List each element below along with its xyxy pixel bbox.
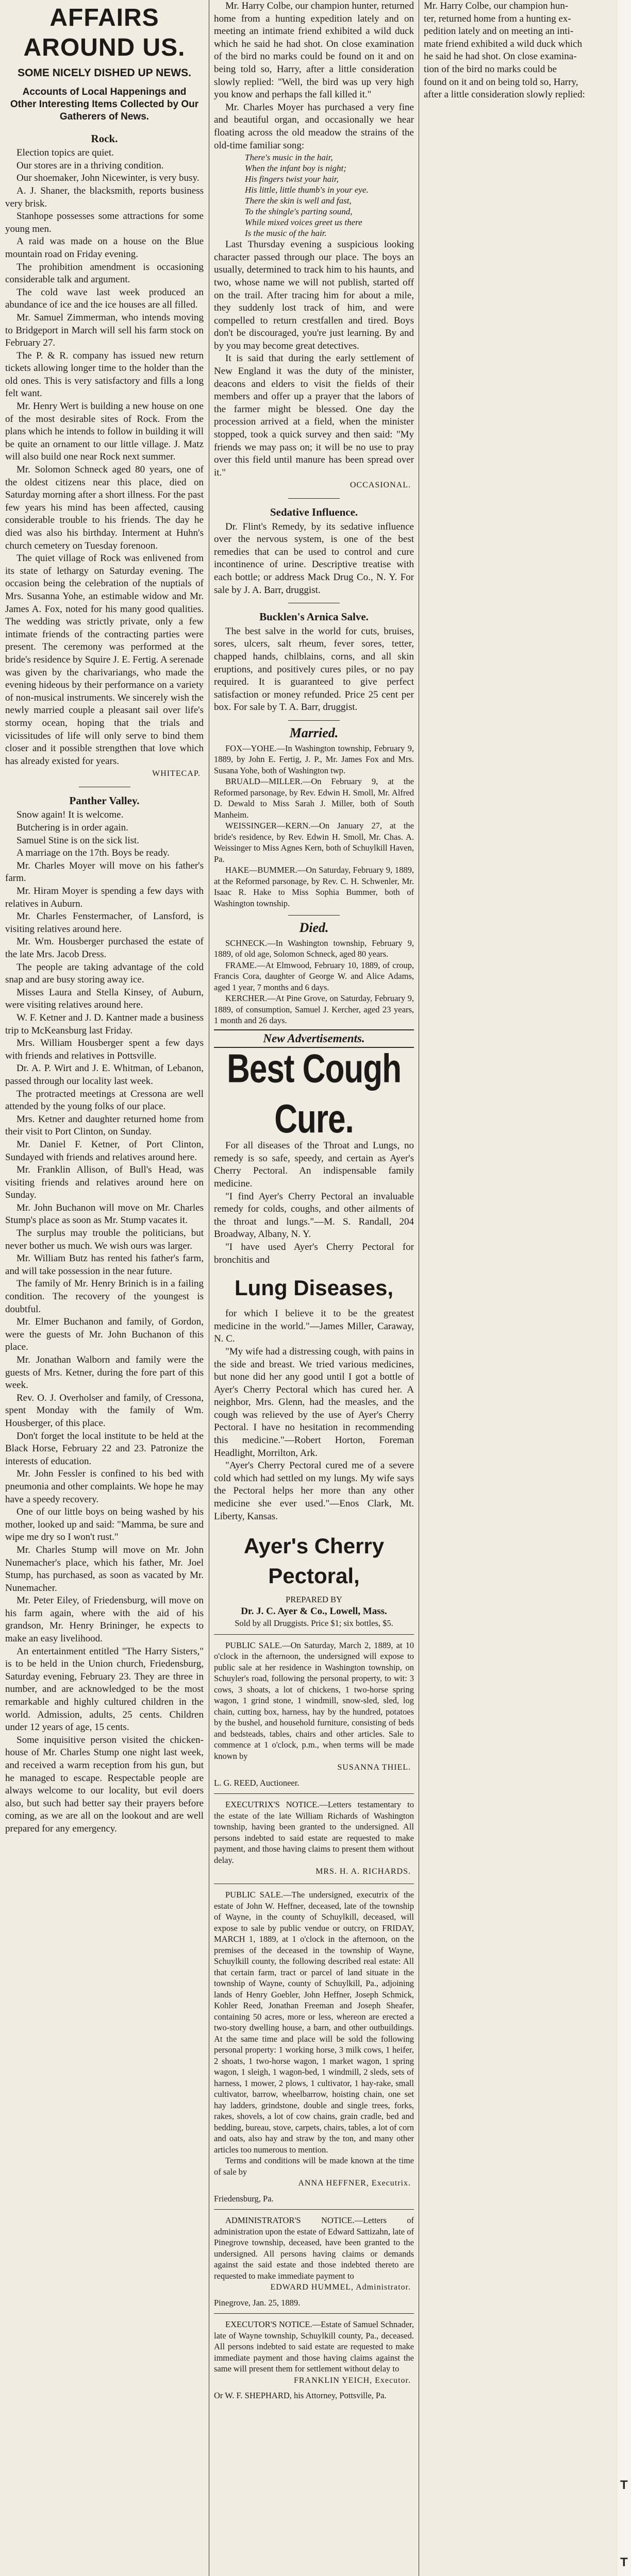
- administrator-notice: ADMINISTRATOR'S NOTICE.—Letters of administration upon the estate of Edward Sattizahn, late of Pinegrove township, deceased, have been granted to the undersigned. All persons having claims or demands against the said estate and those indebted thereto are requested to make immediate payment to: [214, 2215, 414, 2281]
- panther-valley-paragraph: Mr. Hiram Moyer is spending a few days with relatives in Auburn.: [5, 886, 204, 909]
- verse-line: Is the music of the hair.: [245, 228, 327, 239]
- signature: MRS. H. A. RICHARDS.: [315, 1867, 411, 1876]
- rock-paragraph: Stanhope possesses some attractions for some young men.: [5, 211, 204, 234]
- rock-paragraph: Mr. Samuel Zimmerman, who intends moving to Bridgeport in March will sell his farm stock on February 27.: [5, 312, 204, 349]
- panther-valley-paragraphs: [5, 809, 204, 1835]
- signature: OCCASIONAL.: [350, 481, 411, 490]
- column-2-top-paragraphs: [214, 0, 414, 152]
- rock-paragraph: Our stores are in a thriving condition.: [16, 160, 164, 171]
- panther-valley-paragraph: An entertainment entitled "The Harry Sisters," is to be held in the Union church, Friedensburg, Saturday evening, February 23. They are three in number, and are acknowledged to be the most remarkable and highly cultured children in the world. Admission, adults, 25 cents. Children under 12 years of age, 15 cents.: [5, 1646, 204, 1733]
- panther-valley-paragraph: Mr. John Fessler is confined to his bed with pneumonia and other complaints. We hope he may have a speedy recovery.: [5, 1468, 204, 1505]
- panther-valley-paragraph: The protracted meetings at Cressona are well attended by the young folks of our place.: [5, 1088, 204, 1112]
- line: he said he had shot. On close examina-: [424, 51, 577, 62]
- died-notice: SCHNECK.—In Washington township, February 9, 1889, of old age, Solomon Schneck, aged 80 years.: [214, 938, 414, 959]
- arnica-text: The best salve in the world for cuts, bruises, sores, ulcers, salt rheum, fever sores, tetter, chapped hands, chilblains, corns, and all skin eruptions, and positively cures piles, or no pay required. It is guaranteed to give perfect satisfaction or money refunded. Price 25 cent per box. For sale by T. A. Barr, druggist.: [214, 625, 414, 713]
- ayers-sold: Sold by all Druggists. Price $1; six bottles, $5.: [235, 1618, 393, 1629]
- column-2-mid-paragraphs: [214, 239, 414, 479]
- verse: [214, 152, 414, 239]
- ad-paragraph: "Ayer's Cherry Pectoral cured me of a severe cold which had settled on my lungs. My wife says the Pectoral helps her more than any other medicine she ever used."—Enos Clark, Mt. Liberty, Kansas.: [214, 1460, 414, 1522]
- paragraph: It is said that during the early settlement of New England it was the duty of the minister, deacons and elders to visit the fields of their members and offer up a prayer that the labors of the farmer might be blessed. One day the procession arrived at a field, when the minister stopped, took a quick survey and then said: "My friends we may pass on; it will be no use to pray over this field until manure has been spread over it.": [214, 353, 414, 478]
- rock-paragraph: Mr. Henry Wert is building a new house on one of the most desirable sites of Rock. From the plans which he intends to follow in building it will be quite an ornament to our little village. J. Matz will also build one near Rock next summer.: [5, 401, 204, 463]
- panther-valley-paragraph: Mr. Wm. Housberger purchased the estate of the late Mrs. Jacob Dress.: [5, 936, 204, 960]
- section-title-rock: Rock.: [91, 132, 118, 145]
- signature: EDWARD HUMMEL, Administrator.: [270, 2283, 411, 2292]
- line: tion of the bird no marks could be: [424, 63, 557, 75]
- public-sale-notice-2: PUBLIC SALE.—The undersigned, executrix of the estate of John W. Heffner, deceased, late of the township of Wayne, in the county of Schuylkill, deceased, will expose to sale by public vendue or outcry, on FRIDAY, MARCH 1, 1889, at 1 o'clock in the afternoon, on the premises of the deceased in the township of Wayne, Schuylkill county, the following described real estate: All that certain farm, tract or parcel of land situate in the township of Wayne, county of Schuylkill, Pa., adjoining lands of Henry Goebler, John Heffner, Joseph Schmick, Kohler Reed, Jonathan Freeman and Joseph Sheafer, containing 50 acres, more or less, whereon are erected a two-story dwelling house, a barn, and other outbuildings. At the same time and place will be sold the following personal property: 1 working horse, 3 milk cows, 1 heifer, 2 shoats, 1 two-horse wagon, 1 market wagon, 1 spring wagon, 1 sleigh, 1 wagon-bed, 1 windmill, 2 sleds, sets of harness, 1 mower, 2 plows, 1 cultivator, 1 hay-rake, small cultivator, barrow, wheelbarrow, hoisting chain, one set hay ladders, grindstone, double and single trees, forks, rakes, shovels, a lot of cow chains, grain cradle, bed and bedding, bureau, stove, carpets, chairs, tables, a lot of corn and oats, also hay and straw by the ton, and many other articles too numerous to mention.: [214, 1890, 414, 2155]
- line: mate friend exhibited a wild duck which: [424, 38, 583, 49]
- panther-valley-paragraph: Don't forget the local institute to be held at the Black Horse, February 22 and 23. Patronize the interests of education.: [5, 1430, 204, 1467]
- ad-paragraph: "I have used Ayer's Cherry Pectoral for bronchitis and: [214, 1241, 414, 1265]
- panther-valley-paragraph: Mr. Charles Fenstermacher, of Lansford, is visiting relatives around here.: [5, 911, 204, 935]
- section-title-died: Died.: [299, 920, 329, 935]
- signature: FRANKLIN YEICH, Executor.: [293, 2376, 411, 2385]
- page-edge: [618, 0, 631, 2576]
- verse-line: There's music in the hair,: [245, 152, 333, 163]
- rock-paragraph: Election topics are quiet.: [16, 147, 114, 159]
- ayers-pectoral-headline: Ayer's Cherry Pectoral,: [243, 1534, 385, 1588]
- verse-line: His little, little thumb's in your eye.: [245, 185, 369, 195]
- rock-paragraph: The quiet village of Rock was enlivened from its state of lethargy on Saturday evening. The occasion being the celebration of the nuptials of Mrs. Susanna Yohe, an estimable widow and Mr. James A. Fox, noted for his many good qualities. The wedding was strictly private, only a few intimate friends of the contracting parties were present. The ceremony was performed at the bride's residence by Squire J. E. Fertig. A serenade was given by the charivariangs, who made the evening hideous by their performance on a variety of non-musical instruments. We sincerely wish the newly married couple a pleasant sail over life's stormy ocean, hoping that the trials and vicissitudes of life will only serve to bind them closer and it possible strengthen that love which has already existed for years.: [5, 553, 204, 767]
- signature: SUSANNA THIEL.: [337, 1763, 411, 1772]
- panther-valley-paragraph: W. F. Ketner and J. D. Kantner made a business trip to McKeansburg last Friday.: [5, 1012, 204, 1036]
- lung-diseases-text: [214, 1308, 414, 1523]
- married-notice: WEISSINGER—KERN.—On January 27, at the bride's residence, by Rev. Edwin H. Smoll, Mr. Chas. A. Weissinger to Miss Agnes Kern, both of Schuylkill Haven, Pa.: [214, 821, 414, 864]
- died-notices: [214, 938, 414, 1026]
- panther-valley-paragraph: Snow again! It is welcome.: [16, 809, 124, 821]
- sedative-text: Dr. Flint's Remedy, by its sedative influence over the nervous system, is one of the best remedies that can be used to control and cure incontinence of urine. Descriptive treatise with each bottle; or address Mack Drug Co., N. Y. For sale by J. A. Barr, druggist.: [214, 521, 414, 596]
- panther-valley-paragraph: A marriage on the 17th. Boys be ready.: [16, 848, 170, 859]
- panther-valley-paragraph: Mr. Jonathan Walborn and family were the guests of Mrs. Ketner, during the fore part of this week.: [5, 1354, 204, 1391]
- verse-line: When the infant boy is night;: [245, 163, 346, 174]
- section-title-panther-valley: Panther Valley.: [69, 794, 140, 807]
- divider: [214, 2209, 414, 2210]
- ad-paragraph: For all diseases of the Throat and Lungs, no remedy is so safe, speedy, and certain as Ayer's Cherry Pectoral. An indispensable family medicine.: [214, 1140, 414, 1189]
- divider: [214, 1793, 414, 1794]
- verse-line: His fingers twist your hair,: [245, 174, 339, 184]
- panther-valley-paragraph: The surplus may trouble the politicians, but never bother us much. We wish ours was larger.: [5, 1228, 204, 1251]
- rock-paragraph: A raid was made on a house on the Blue mountain road on Friday evening.: [5, 236, 204, 260]
- section-title-sedative: Sedative Influence.: [270, 506, 358, 518]
- panther-valley-paragraph: Mr. William Butz has rented his father's farm, and will take possession in the near future.: [5, 1253, 204, 1277]
- divider: [288, 915, 340, 916]
- panther-valley-paragraph: Mrs. Ketner and daughter returned home from their visit to Port Clinton, on Sunday.: [5, 1113, 204, 1138]
- section-title-arnica: Bucklen's Arnica Salve.: [259, 611, 369, 623]
- column-3-lines: [424, 0, 616, 101]
- attorney: Or W. F. SHEPHARD, his Attorney, Pottsville, Pa.: [214, 2391, 387, 2401]
- paragraph: Mr. Charles Moyer has purchased a very fine and beautiful organ, and occasionally we hear floating across the old meadow the strains of the old-time familiar song:: [214, 101, 414, 151]
- panther-valley-paragraph: Mr. Charles Stump will move on Mr. John Nunemacher's place, which his father, Mr. Joel Stump, has purchased, as soon as vacated by Mr. Nunemacher.: [5, 1544, 204, 1594]
- signature: WHITECAP.: [152, 769, 201, 778]
- ayers-maker: Dr. J. C. Ayer & Co., Lowell, Mass.: [241, 1605, 387, 1617]
- rock-paragraphs: [5, 147, 204, 768]
- panther-valley-paragraph: The people are taking advantage of the cold snap and are busy storing away ice.: [5, 961, 204, 986]
- rock-paragraph: Our shoemaker, John Nicewinter, is very busy.: [16, 173, 200, 184]
- panther-valley-paragraph: Samuel Stine is on the sick list.: [16, 835, 140, 846]
- public-sale-notice: PUBLIC SALE.—On Saturday, March 2, 1889, at 10 o'clock in the afternoon, the undersigned will expose to public sale at her residence in Washington township, on Schuyler's road, following the personal property, to wit: 3 cows, 3 shoats, a lot of chickens, 1 two-horse spring wagon, 1 grind stone, 1 windmill, snow-sled, sled, log chain, cutting box, harness, hay by the hundred, potatoes by the bushel, and household furniture, consisting of beds and bedsteads, tables, chairs and other articles. Sale to commence at 1 o'clock, p.m., when terms will be made known by: [214, 1640, 414, 1761]
- died-notice: KERCHER.—At Pine Grove, on Saturday, February 9, 1889, of consumption, Samuel J. Kercher, aged 23 years, 1 month and 26 days.: [214, 993, 414, 1026]
- panther-valley-paragraph: Butchering is in order again.: [16, 822, 128, 834]
- line: found on it and on being told so, Harry,: [424, 76, 578, 88]
- edge-letter: T: [620, 2478, 628, 2492]
- line: after a little consideration slowly replied:: [424, 89, 585, 100]
- married-notices: [214, 743, 414, 909]
- panther-valley-paragraph: Mr. Charles Moyer will move on his father's farm.: [5, 860, 204, 884]
- column-3: [424, 0, 616, 2576]
- panther-valley-paragraph: Mr. John Buchanon will move on Mr. Charles Stump's place as soon as Mr. Stump vacates it.: [5, 1202, 204, 1226]
- executrix-notice: EXECUTRIX'S NOTICE.—Letters testamentary to the estate of the late William Richards of Washington township, having been granted to the undersigned. All persons indebted to said estate are requested to make payment, and those having claims to present them without delay.: [214, 1800, 414, 1865]
- panther-valley-paragraph: Rev. O. J. Overholser and family, of Cressona, spent Monday with the family of Wm. Housberger, of this place.: [5, 1392, 204, 1429]
- panther-valley-paragraph: Misses Laura and Stella Kinsey, of Auburn, were visiting relatives around here.: [5, 987, 204, 1011]
- section-title-married: Married.: [289, 725, 339, 740]
- ad-paragraph: "I find Ayer's Cherry Pectoral an invaluable remedy for colds, coughs, and other ailments of the throat and lungs."—M. S. Randall, 204 Broadway, Albany, N. Y.: [214, 1191, 414, 1240]
- paragraph: Last Thursday evening a suspicious looking character passed through our place. The boys an usually, determined to track him to his haunts, and two, whose name we will not publish, started off on the trail. After tracing him for about a mile, they suddenly lost track of him, and were compelled to return crestfallen and tired. Boys don't be discouraged, you're just learning. By and by you may become great detectives.: [214, 239, 414, 351]
- executor-notice: EXECUTOR'S NOTICE.—Estate of Samuel Schnader, late of Wayne township, Schuylkill county, Pa., deceased. All persons indebted to said estate are requested to make immediate payment and those having claims against the same will present them for settlement without delay to: [214, 2319, 414, 2374]
- line: Mr. Harry Colbe, our champion hun-: [424, 1, 569, 11]
- divider: [288, 498, 340, 499]
- divider: [288, 720, 340, 721]
- panther-valley-paragraph: One of our little boys on being washed by his mother, looked up and said: "Mamma, be sure and wipe me dry so I won't rust.": [5, 1506, 204, 1543]
- panther-valley-paragraph: Mr. Peter Eiley, of Friedensburg, will move on his farm again, where with the aid of his grandson, Mr. Henry Brininger, he expects to make an easy livelihood.: [5, 1595, 204, 1645]
- edge-letter: T: [620, 2555, 628, 2569]
- place: Friedensburg, Pa.: [214, 2193, 274, 2204]
- divider: [214, 1634, 414, 1635]
- column-1: [5, 0, 204, 2576]
- panther-valley-paragraph: The family of Mr. Henry Brinich is in a failing condition. The recovery of the youngest is doubtful.: [5, 1278, 204, 1315]
- rock-paragraph: The cold wave last week produced an abundance of ice and the ice houses are all filled.: [5, 286, 204, 311]
- cough-cure-headline: Best Cough Cure.: [227, 1046, 401, 1142]
- married-notice: FOX—YOHE.—In Washington township, February 9, 1889, by John E. Fertig, J. P., Mr. James Fox and Mrs. Susana Yohe, both of Washington twp.: [214, 743, 414, 775]
- rock-paragraph: A. J. Shaner, the blacksmith, reports business very brisk.: [5, 185, 204, 209]
- ad-paragraph: "My wife had a distressing cough, with pains in the side and breast. We tried various medicines, but none did her any good until I got a bottle of Ayer's Cherry Pectoral which has cured her. A neighbor, Mrs. Glenn, had the measles, and the cough was relieved by the use of Ayer's Cherry Pectoral. I have no hesitation in recommending this medicine."—Robert Horton, Foreman Headlight, Morrilton, Ark.: [214, 1346, 414, 1459]
- public-sale-terms: Terms and conditions will be made known at the time of sale by: [214, 2156, 414, 2177]
- lung-diseases-headline: Lung Diseases,: [234, 1276, 394, 1300]
- verse-line: While mixed voices greet us there: [245, 217, 362, 228]
- panther-valley-paragraph: Mr. Daniel F. Ketner, of Port Clinton, Sundayed with friends and relatives around here.: [5, 1139, 204, 1163]
- divider: [214, 2313, 414, 2314]
- column-2: [214, 0, 414, 2576]
- line: ter, returned home from a hunting ex-: [424, 13, 571, 24]
- panther-valley-paragraph: Dr. A. P. Wirt and J. E. Whitman, of Lebanon, passed through our locality last week.: [5, 1063, 204, 1087]
- married-notice: HAKE—BUMMER.—On Saturday, February 9, 1889, at the Reformed parsonage, by Rev. C. H. Schwenler, Mr. Isaac R. Hake to Miss Sophia Bummer, both of Washington township.: [214, 865, 414, 908]
- panther-valley-paragraph: Mr. Franklin Allison, of Bull's Head, was visiting friends and relatives around here on Sunday.: [5, 1164, 204, 1201]
- auctioneer: L. G. REED, Auctioneer.: [214, 1777, 300, 1788]
- panther-valley-paragraph: Some inquisitive person visited the chicken-house of Mr. Charles Stump one night last week, and received a warm reception from his gun, but he managed to escape. Respectable people are always welcome to our locality, but evil doers also, but such had better say their prayers before coming, as we are all on the lookout and are well prepared for any emergency.: [5, 1734, 204, 1834]
- signature: ANNA HEFFNER, Executrix.: [298, 2179, 411, 2188]
- paragraph: Mr. Harry Colbe, our champion hunter, returned home from a hunting expedition lately and on meeting an intimate friend exhibited a wild duck which he said he had shot. On close examination of the bird no marks could be found on it and on being told so, Harry, after a little consideration slowly replied: "Well, the bird was up very high you know and perhaps the fall killed it.": [214, 1, 414, 100]
- place: Pinegrove, Jan. 25, 1889.: [214, 2297, 301, 2308]
- panther-valley-paragraph: Mr. Elmer Buchanon and family, of Gordon, were the guests of Mr. John Buchanon of this place.: [5, 1316, 204, 1353]
- rock-paragraph: Mr. Solomon Schneck aged 80 years, one of the oldest citizens near this place, died on Saturday morning after a short illness. For the past few years his mind has been affected, causing considerable trouble to his friends. The day he died was also his birthday. Interment at Huhn's church cemetery on Tuesday forenoon.: [5, 464, 204, 551]
- ad-paragraph: for which I believe it to be the greatest medicine in the world."—James Miller, Caraway, N. C.: [214, 1308, 414, 1345]
- rock-paragraph: The prohibition amendment is occasioning considerable talk and argument.: [5, 261, 204, 285]
- cough-cure-text: [214, 1140, 414, 1266]
- panther-valley-paragraph: Mrs. William Housberger spent a few days with friends and relatives in Pottsville.: [5, 1038, 204, 1061]
- line: pedition lately and on meeting an inti-: [424, 26, 574, 37]
- married-notice: BRUALD—MILLER.—On February 9, at the Reformed parsonage, by Rev. Edwin H. Smoll, Mr. Alfred D. Dewald to Miss Sarah J. Miller, both of South Manheim.: [214, 776, 414, 820]
- new-advertisements-header: New Advertisements.: [214, 1029, 414, 1048]
- verse-line: To the shingle's parting sound,: [245, 207, 353, 217]
- rock-paragraph: The P. & R. company has issued new return tickets allowing longer time to the holder than the old ones. This is very satisfactory and fills a long felt want.: [5, 350, 204, 399]
- deck: Accounts of Local Happenings and Other Interesting Items Collected by Our Gatherers of News.: [10, 86, 199, 122]
- subhead: SOME NICELY DISHED UP NEWS.: [18, 67, 191, 79]
- ayers-prepared: PREPARED BY: [286, 1595, 342, 1605]
- masthead: AFFAIRS AROUND US.: [23, 4, 186, 61]
- died-notice: FRAME.—At Elmwood, February 10, 1889, of croup, Francis Cora, daughter of George W. and Alice Adams, aged 1 year, 7 months and 6 days.: [214, 960, 414, 992]
- verse-line: There the skin is well and fast,: [245, 196, 352, 206]
